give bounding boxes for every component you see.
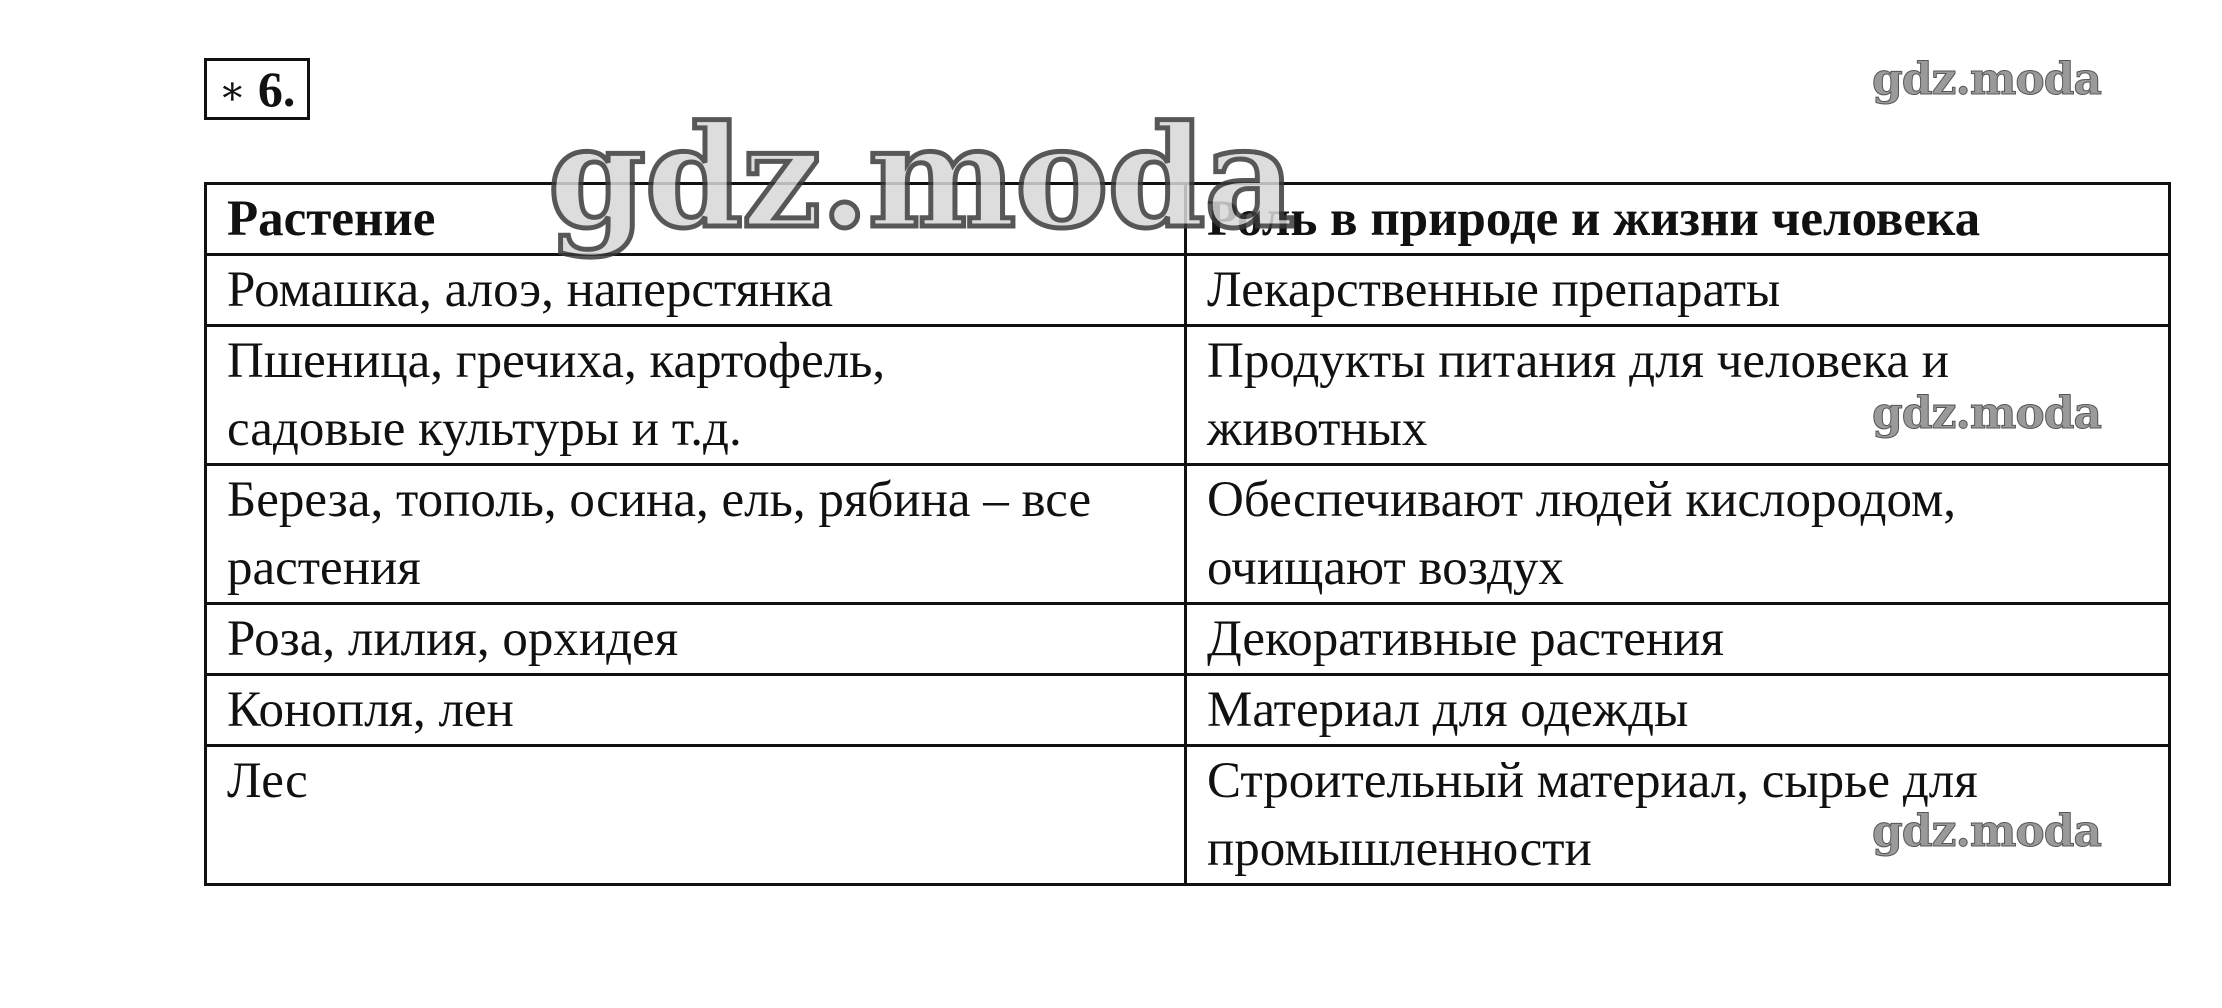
plant-cell: Лес xyxy=(206,746,1186,885)
plant-cell: Ромашка, алоэ, наперстянка xyxy=(206,255,1186,326)
role-cell: Лекарственные препараты xyxy=(1186,255,2170,326)
task-number: 6. xyxy=(257,61,296,117)
watermark-bottom: gdz.moda xyxy=(1872,806,2102,857)
table-row xyxy=(206,604,2170,675)
header-role: Роль в природе и жизни человека xyxy=(1186,184,2170,255)
plant-cell: Конопля, лен xyxy=(206,675,1186,746)
table-row xyxy=(206,675,2170,746)
table-header-row xyxy=(206,184,2170,255)
plant-cell: Береза, тополь, осина, ель, рябина – все растения xyxy=(206,465,1186,604)
watermark-large: gdz.moda xyxy=(548,96,1295,260)
table-row xyxy=(206,255,2170,326)
plant-cell: Роза, лилия, орхидея xyxy=(206,604,1186,675)
plant-cell: Пшеница, гречиха, картофель, садовые культуры и т.д. xyxy=(206,326,1186,465)
header-plant: Растение xyxy=(206,184,1186,255)
answer-table xyxy=(204,182,2171,886)
role-cell: Декоративные растения xyxy=(1186,604,2170,675)
watermark-top: gdz.moda xyxy=(1872,54,2102,105)
watermark-middle: gdz.moda xyxy=(1872,388,2102,439)
role-cell: Обеспечивают людей кислородом, очищают воздух xyxy=(1186,465,2170,604)
task-number-badge xyxy=(204,58,310,120)
asterisk-icon: ∗ xyxy=(218,68,246,113)
role-cell: Строительный материал, сырье для промышленности xyxy=(1186,746,2170,885)
role-cell: Продукты питания для человека и животных xyxy=(1186,326,2170,465)
table-row xyxy=(206,326,2170,465)
table-row xyxy=(206,746,2170,885)
table-row xyxy=(206,465,2170,604)
role-cell: Материал для одежды xyxy=(1186,675,2170,746)
